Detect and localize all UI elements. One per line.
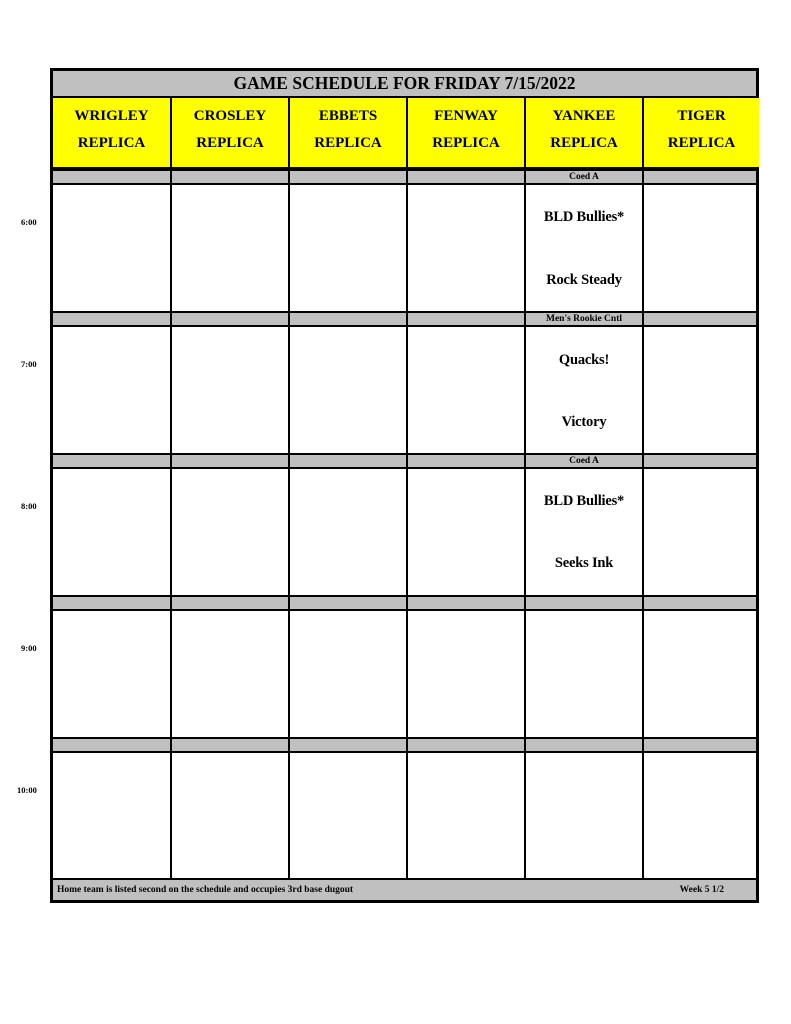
footer-note: Home team is listed second on the schedule and occupies 3rd base dugout: [57, 885, 354, 895]
time-label: 10:00: [17, 785, 37, 795]
away-team: BLD Bullies*: [543, 209, 625, 225]
schedule-sheet: [50, 68, 759, 903]
division-bar: [53, 311, 756, 327]
column-divider: [170, 98, 172, 878]
away-team: Quacks!: [558, 352, 610, 368]
field-type: REPLICA: [314, 135, 382, 151]
field-header-yankee: [526, 98, 642, 169]
column-divider: [642, 98, 644, 878]
column-divider: [406, 98, 408, 878]
time-label: 9:00: [21, 643, 37, 653]
time-label: 7:00: [21, 359, 37, 369]
column-divider: [288, 98, 290, 878]
field-name: FENWAY: [434, 108, 498, 124]
time-label: 8:00: [21, 501, 37, 511]
field-name: EBBETS: [318, 108, 378, 124]
division-label: Coed A: [569, 456, 599, 466]
column-divider: [524, 98, 526, 878]
field-type: REPLICA: [77, 135, 146, 151]
division-bar: [53, 595, 756, 611]
home-team: Victory: [561, 414, 607, 430]
schedule-title: GAME SCHEDULE FOR FRIDAY 7/15/2022: [53, 71, 756, 98]
field-name: CROSLEY: [193, 108, 267, 124]
division-bar: [53, 169, 756, 185]
home-team: Rock Steady: [546, 272, 622, 288]
field-type: REPLICA: [667, 135, 736, 151]
field-type: REPLICA: [550, 135, 618, 151]
field-header-tiger: [644, 98, 759, 169]
field-header-crosley: [172, 98, 288, 169]
field-header-fenway: [408, 98, 524, 169]
division-bar: [53, 453, 756, 469]
time-label: 6:00: [21, 217, 37, 227]
field-type: REPLICA: [196, 135, 264, 151]
field-header-wrigley: [53, 98, 170, 169]
away-team: BLD Bullies*: [543, 493, 625, 509]
division-label: Coed A: [569, 172, 599, 182]
field-name: TIGER: [677, 108, 726, 124]
division-label: [526, 597, 642, 609]
footer-bar: [53, 878, 756, 900]
field-type: REPLICA: [432, 135, 500, 151]
home-team: Seeks Ink: [554, 555, 614, 571]
field-name: WRIGLEY: [74, 108, 149, 124]
week-label: Week 5 1/2: [679, 885, 724, 895]
division-label: [526, 739, 642, 751]
field-header-ebbets: [290, 98, 406, 169]
field-name: YANKEE: [552, 108, 616, 124]
division-label: Men's Rookie Cntl: [546, 314, 622, 324]
division-bar: [53, 737, 756, 753]
